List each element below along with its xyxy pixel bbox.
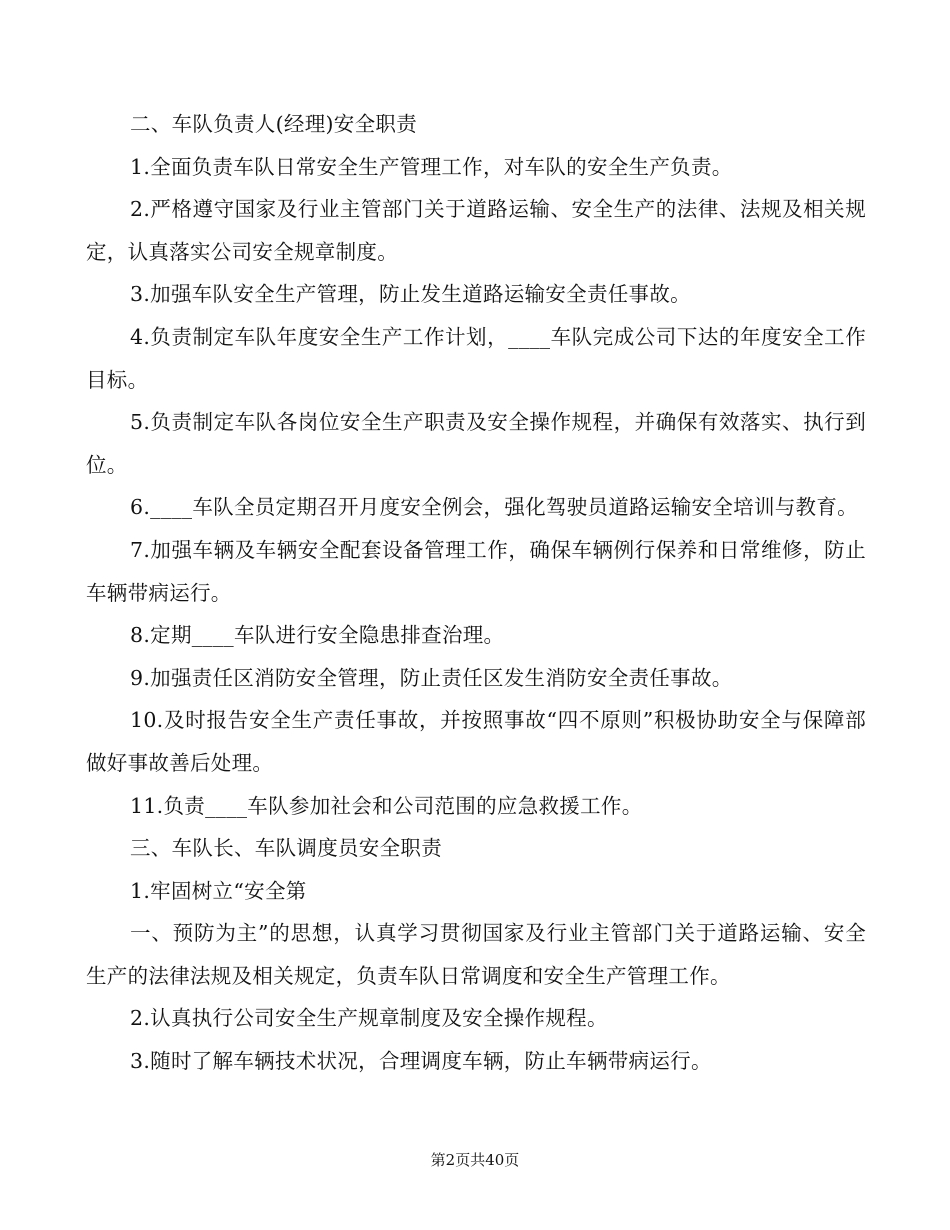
document-body bbox=[86, 103, 866, 1083]
paragraph: 1.全面负责车队日常安全生产管理工作，对车队的安全生产负责。 bbox=[130, 154, 733, 179]
section-heading-2: 二、车队负责人(经理)安全职责 bbox=[130, 112, 417, 136]
paragraph: 8.定期____车队进行安全隐患排查治理。 bbox=[130, 623, 505, 648]
page-number-footer: 第2页共40页 bbox=[430, 1151, 520, 1169]
paragraph: 5.负责制定车队各岗位安全生产职责及安全操作规程，并确保有效落实、执行到位。 bbox=[86, 410, 866, 477]
paragraph: 6.____车队全员定期召开月度安全例会，强化驾驶员道路运输安全培训与教育。 bbox=[130, 495, 858, 520]
paragraph: 7.加强车辆及车辆安全配套设备管理工作，确保车辆例行保养和日常维修，防止车辆带病运行。 bbox=[86, 537, 866, 605]
paragraph: 2.严格遵守国家及行业主管部门关于道路运输、安全生产的法律、法规及相关规定，认真落实公司安全规章制度。 bbox=[86, 197, 866, 264]
paragraph: 11.负责____车队参加社会和公司范围的应急救援工作。 bbox=[130, 793, 643, 818]
paragraph: 2.认真执行公司安全生产规章制度及安全操作规程。 bbox=[130, 1006, 608, 1031]
section-heading-3: 三、车队长、车队调度员安全职责 bbox=[130, 836, 442, 861]
paragraph: 9.加强责任区消防安全管理，防止责任区发生消防安全责任事故。 bbox=[130, 665, 733, 690]
paragraph: 3.加强车队安全生产管理，防止发生道路运输安全责任事故。 bbox=[130, 282, 691, 307]
paragraph: 1.牢固树立“安全第 bbox=[130, 878, 307, 903]
paragraph: 3.随时了解车辆技术状况，合理调度车辆，防止车辆带病运行。 bbox=[130, 1049, 712, 1074]
paragraph: 10.及时报告安全生产责任事故，并按照事故“四不原则”积极协助安全与保障部做好事故善后处理。 bbox=[86, 708, 866, 775]
paragraph: 4.负责制定车队年度安全生产工作计划，____车队完成公司下达的年度安全工作目标。 bbox=[86, 324, 866, 392]
paragraph: 一、预防为主”的思想，认真学习贯彻国家及行业主管部门关于道路运输、安全生产的法律法规及相关规定，负责车队日常调度和安全生产管理工作。 bbox=[86, 921, 866, 988]
